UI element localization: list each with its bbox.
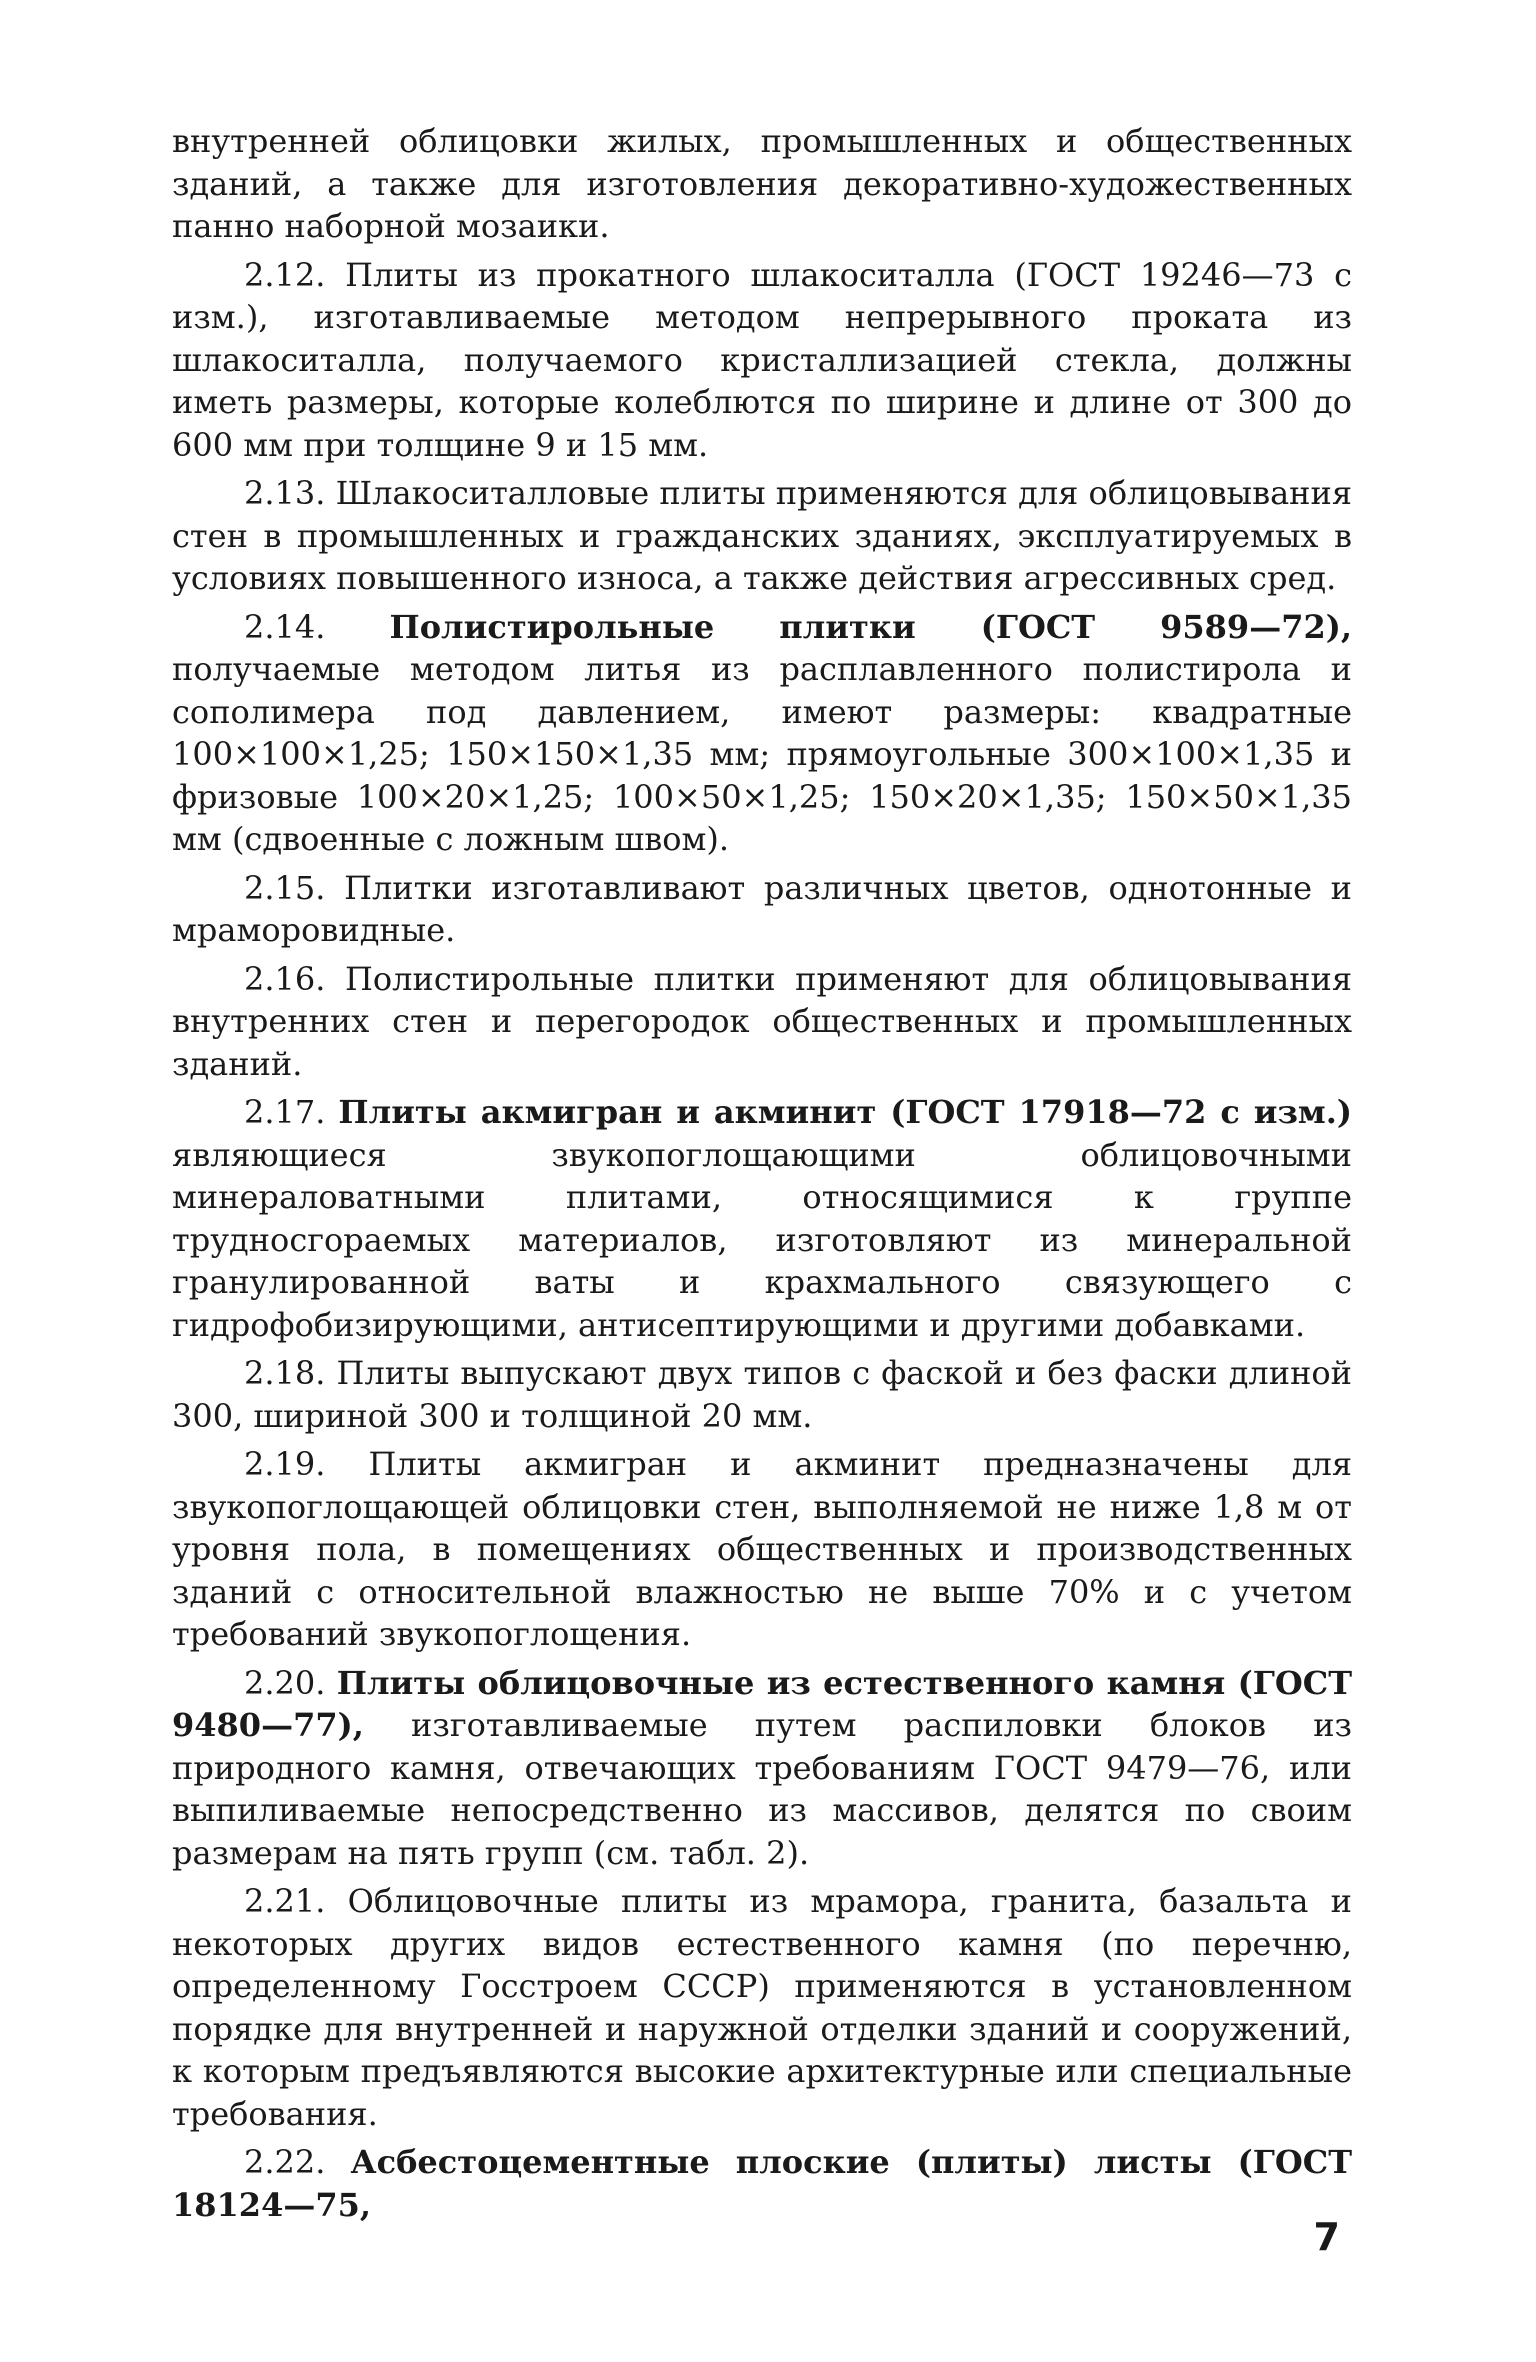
page-number: 7	[1313, 2215, 1340, 2259]
paragraph-text: получаемые методом литья из расплавленного полистирола и сополимера под давлением, имеют размеры: квадратные 100×100×1,25; 150×150×1,35 мм; прямоугольные 300×100×1,35 и фризовые 100×20×1,25; 100×50×1,25; 150×20×1,35; 150×50×1,35 мм (сдвоенные с ложным швом).	[172, 650, 1352, 858]
paragraph-heading: Плиты облицовочные из естественного камня (ГОСТ 9480—77),	[172, 1663, 1352, 1744]
paragraph-2-13	[172, 472, 1352, 600]
page-body	[172, 120, 1352, 2232]
paragraph-number: 2.17.	[244, 1093, 326, 1131]
paragraph-continuation	[172, 120, 1352, 248]
paragraph-2-16	[172, 958, 1352, 1086]
paragraph-2-18	[172, 1352, 1352, 1437]
paragraph-number: 2.15.	[244, 868, 326, 907]
paragraph-text: изготавливаемые путем распиловки блоков из природного камня, отвечающих требованиям ГОСТ 9479—76, или выпиливаемые непосредственно из массивов, делятся по своим размерам на пять групп (см. табл. 2).	[172, 1706, 1353, 1872]
paragraph-2-22	[172, 2141, 1352, 2226]
paragraph-2-15	[172, 867, 1352, 952]
paragraph-2-12	[172, 254, 1352, 467]
paragraph-heading: Асбестоцементные плоские (плиты) листы (ГОСТ 18124—75,	[172, 2143, 1353, 2224]
paragraph-number: 2.16.	[244, 959, 326, 998]
paragraph-2-20	[172, 1662, 1352, 1875]
paragraph-text: Плиты акмигран и акминит предназначены для звукопоглощающей облицовки стен, выполняемой не ниже 1,8 м от уровня пола, в помещениях общественных и производственных зданий с относительной влажностью не выше 70% и с учетом требований звукопоглощения.	[172, 1445, 1353, 1653]
paragraph-number: 2.21.	[244, 1882, 326, 1920]
paragraph-number: 2.12.	[244, 255, 326, 294]
paragraph-text: Плиты выпускают двух типов с фаской и без фаски длиной 300, шириной 300 и толщиной 20 мм.	[172, 1354, 1353, 1435]
paragraph-number: 2.14.	[244, 607, 326, 646]
paragraph-2-14	[172, 606, 1352, 861]
paragraph-number: 2.22.	[244, 2143, 326, 2181]
paragraph-heading: Полистирольные плитки (ГОСТ 9589—72),	[389, 607, 1352, 646]
paragraph-text: внутренней облицовки жилых, промышленных и общественных зданий, а также для изготовления декоративно-художественных панно наборной мозаики.	[172, 122, 1352, 245]
paragraph-number: 2.18.	[244, 1354, 326, 1392]
paragraph-2-17	[172, 1091, 1352, 1346]
paragraph-text: Облицовочные плиты из мрамора, гранита, базальта и некоторых других видов естественного камня (по перечню, определенному Госстроем СССР) применяются в установленном порядке для внутренней и наружной отделки зданий и сооружений, к которым предъявляются высокие архитектурные или специальные требования.	[172, 1882, 1353, 2133]
paragraph-number: 2.13.	[244, 474, 326, 512]
paragraph-text: Плиты из прокатного шлакоситалла (ГОСТ 19246—73 с изм.), изготавливаемые методом непрерывного проката из шлакоситалла, получаемого кристаллизацией стекла, должны иметь размеры, которые колеблются по ширине и длине от 300 до 600 мм при толщине 9 и 15 мм.	[172, 255, 1353, 464]
paragraph-number: 2.20.	[244, 1663, 326, 1702]
paragraph-text: Плитки изготавливают различных цветов, однотонные и мраморовидные.	[172, 868, 1353, 949]
paragraph-text: Шлакоситалловые плиты применяются для облицовывания стен в промышленных и гражданских зданиях, эксплуатируемых в условиях повышенного износа, а также действия агрессивных сред.	[172, 474, 1353, 597]
paragraph-text: Полистирольные плитки применяют для облицовывания внутренних стен и перегородок общественных и промышленных зданий.	[172, 959, 1353, 1083]
paragraph-number: 2.19.	[244, 1445, 326, 1483]
paragraph-text: являющиеся звукопоглощающими облицовочными минераловатными плитами, относящимися к группе трудносгораемых материалов, изготовляют из минеральной гранулированной ваты и крахмального связующего с гидрофобизирующими, антисептирующими и другими добавками.	[172, 1135, 1352, 1344]
paragraph-heading: Плиты акмигран и акминит (ГОСТ 17918—72 с изм.)	[338, 1093, 1353, 1131]
paragraph-2-19	[172, 1443, 1352, 1656]
paragraph-2-21	[172, 1880, 1352, 2135]
